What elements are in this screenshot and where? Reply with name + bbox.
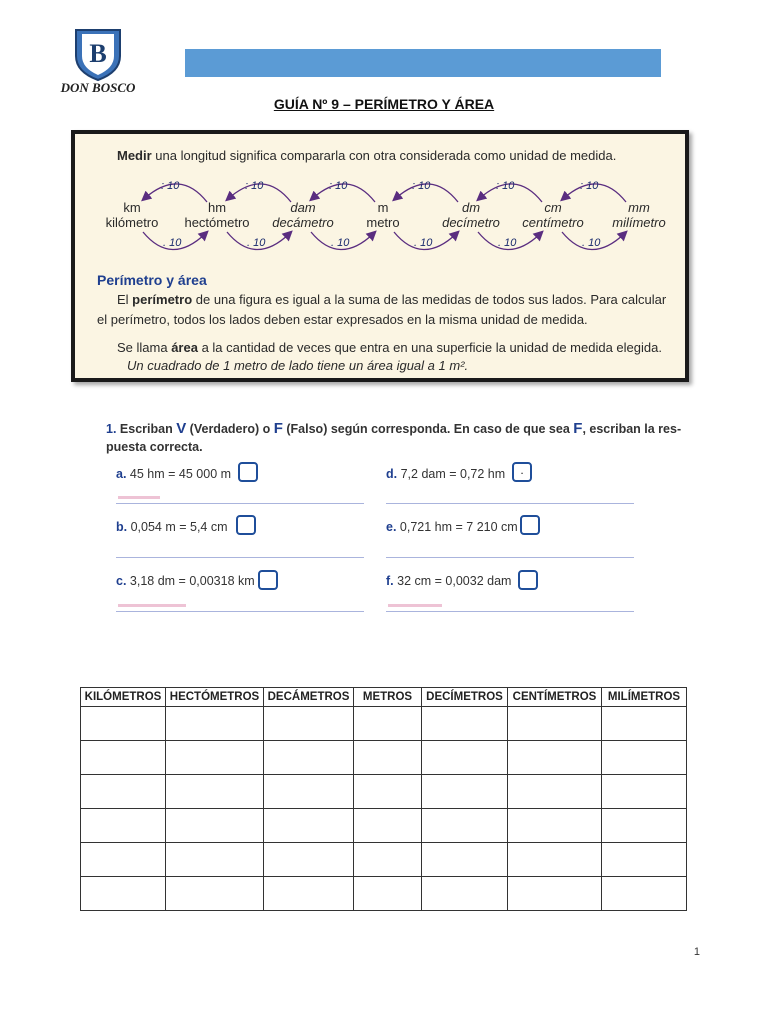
answer-box-f[interactable] [518,570,538,590]
table-cell[interactable] [508,775,602,809]
perimeter-line-1: El perímetro de una figura es igual a la suma de las medidas de todos sus lados. Para calcular [117,292,667,307]
table-header-cell: METROS [354,688,422,707]
unit-abbr: hm [207,200,227,215]
table-cell[interactable] [166,809,264,843]
table-header-row [81,688,687,707]
table-cell[interactable] [422,741,508,775]
table-cell[interactable] [602,707,687,741]
perimeter-line-2: el perímetro, todos los lados deben estar expresados en la misma unidad de medida. [97,312,588,327]
table-cell[interactable] [508,843,602,877]
table-cell[interactable] [166,843,264,877]
page-title: GUÍA Nº 9 – PERÍMETRO Y ÁREA [273,96,495,112]
table-row [81,707,687,741]
unit-dm [431,200,511,230]
unit-hm [177,200,257,230]
erased-mark [388,604,442,607]
table-row [81,741,687,775]
table-cell[interactable] [422,809,508,843]
table-row [81,809,687,843]
divide-label: : 10 [245,180,264,192]
answer-line-c[interactable] [116,611,364,612]
divide-label: : 10 [161,180,180,192]
table-cell[interactable] [166,877,264,911]
table-cell[interactable] [422,707,508,741]
unit-dam [263,200,343,230]
table-cell[interactable] [602,741,687,775]
table-cell[interactable] [354,775,422,809]
multiply-label: . 10 [498,237,517,249]
unit-abbr: km [123,200,141,215]
logo-text: DON BOSCO [60,80,136,95]
table-cell[interactable] [508,707,602,741]
table-cell[interactable] [166,775,264,809]
exercise-item-f: f. 32 cm = 0,0032 dam [386,574,512,588]
table-cell[interactable] [264,741,354,775]
exercise-item-b: b. 0,054 m = 5,4 cm [116,520,228,534]
school-logo [48,26,148,98]
answer-line-a[interactable] [116,503,364,504]
table-cell[interactable] [354,809,422,843]
unit-name: kilómetro [105,215,159,230]
table-cell[interactable] [354,843,422,877]
table-header-cell: DECÍMETROS [422,688,508,707]
unit-name: centímetro [522,215,584,230]
answer-box-c[interactable] [258,570,278,590]
exercise-instruction: 1. Escriban V (Verdadero) o F (Falso) según corresponda. En caso de que sea F, escriban la res- [106,420,682,437]
table-cell[interactable] [81,843,166,877]
answer-box-d[interactable]: . [512,462,532,482]
unit-name: metro [366,215,400,230]
answer-line-f[interactable] [386,611,634,612]
area-example: Un cuadrado de 1 metro de lado tiene un área igual a 1 m². [127,358,469,373]
erased-mark [118,604,186,607]
table-cell[interactable] [166,741,264,775]
table-cell[interactable] [602,775,687,809]
unit-km [97,200,167,230]
table-cell[interactable] [508,809,602,843]
answer-line-e[interactable] [386,557,634,558]
table-cell[interactable] [422,877,508,911]
table-header-cell: CENTÍMETROS [508,688,602,707]
table-cell[interactable] [264,707,354,741]
table-cell[interactable] [264,843,354,877]
unit-abbr: m [377,200,389,215]
unit-name: hectómetro [184,215,250,230]
table-cell[interactable] [81,741,166,775]
unit-cm [513,200,593,230]
table-cell[interactable] [81,775,166,809]
table-cell[interactable] [81,809,166,843]
table-cell[interactable] [602,877,687,911]
table-cell[interactable] [354,877,422,911]
table-cell[interactable] [354,741,422,775]
page-number: 1 [693,946,700,958]
measure-intro-rest: una longitud significa compararla con otra considerada como unidad de medida. [151,148,617,163]
table-cell[interactable] [264,877,354,911]
unit-abbr: cm [544,200,562,215]
area-definition: Se llama área a la cantidad de veces que entra en una superficie la unidad de medida elegida. [117,340,662,355]
answer-line-b[interactable] [116,557,364,558]
exercise-item-d: d. 7,2 dam = 0,72 hm [386,467,506,481]
table-cell[interactable] [602,843,687,877]
table-cell[interactable] [602,809,687,843]
divide-label: : 10 [329,180,348,192]
table-cell[interactable] [81,707,166,741]
table-header-cell: DECÁMETROS [264,688,354,707]
divide-label: : 10 [412,180,431,192]
multiply-label: . 10 [414,237,433,249]
table-header-cell: MILÍMETROS [602,688,687,707]
unit-abbr: dam [290,200,316,215]
header-bar [185,49,661,77]
table-cell[interactable] [508,877,602,911]
unit-abbr: mm [628,200,650,215]
unit-name: decímetro [442,215,500,230]
answer-box-a[interactable] [238,462,258,482]
table-cell[interactable] [354,707,422,741]
section-title: Perímetro y área [97,272,207,288]
exercise-item-a: a. 45 hm = 45 000 m [116,467,232,481]
unit-mm [599,200,679,230]
logo-monogram: B [89,39,107,68]
table-cell[interactable] [264,775,354,809]
unit-abbr: dm [461,200,481,215]
multiply-label: . 10 [163,237,182,249]
unit-name: milímetro [612,215,666,230]
table-header-cell: HECTÓMETROS [166,688,264,707]
unit-name: decámetro [272,215,334,230]
exercise-item-e: e. 0,721 hm = 7 210 cm [386,520,518,534]
measure-intro [117,148,616,163]
table-cell[interactable] [166,707,264,741]
divide-label: : 10 [496,180,515,192]
table-row [81,775,687,809]
divide-label: : 10 [580,180,599,192]
table-row [81,877,687,911]
answer-box-e[interactable] [520,515,540,535]
exercise-item-c: c. 3,18 dm = 0,00318 km [116,574,255,588]
table-cell[interactable] [81,877,166,911]
answer-box-b[interactable] [236,515,256,535]
table-cell[interactable] [264,809,354,843]
multiply-label: . 10 [582,237,601,249]
table-header-cell: KILÓMETROS [81,688,166,707]
table-cell[interactable] [422,775,508,809]
erased-mark [118,496,160,499]
answer-line-d[interactable] [386,503,634,504]
exercise-instruction-line-2: puesta correcta. [106,440,203,454]
info-box [71,130,689,382]
unit-conversion-table [80,687,687,911]
multiply-label: . 10 [331,237,350,249]
table-row [81,843,687,877]
unit-m [353,200,413,230]
measure-intro-bold: Medir [117,148,152,163]
multiply-label: . 10 [247,237,266,249]
table-cell[interactable] [508,741,602,775]
table-cell[interactable] [422,843,508,877]
